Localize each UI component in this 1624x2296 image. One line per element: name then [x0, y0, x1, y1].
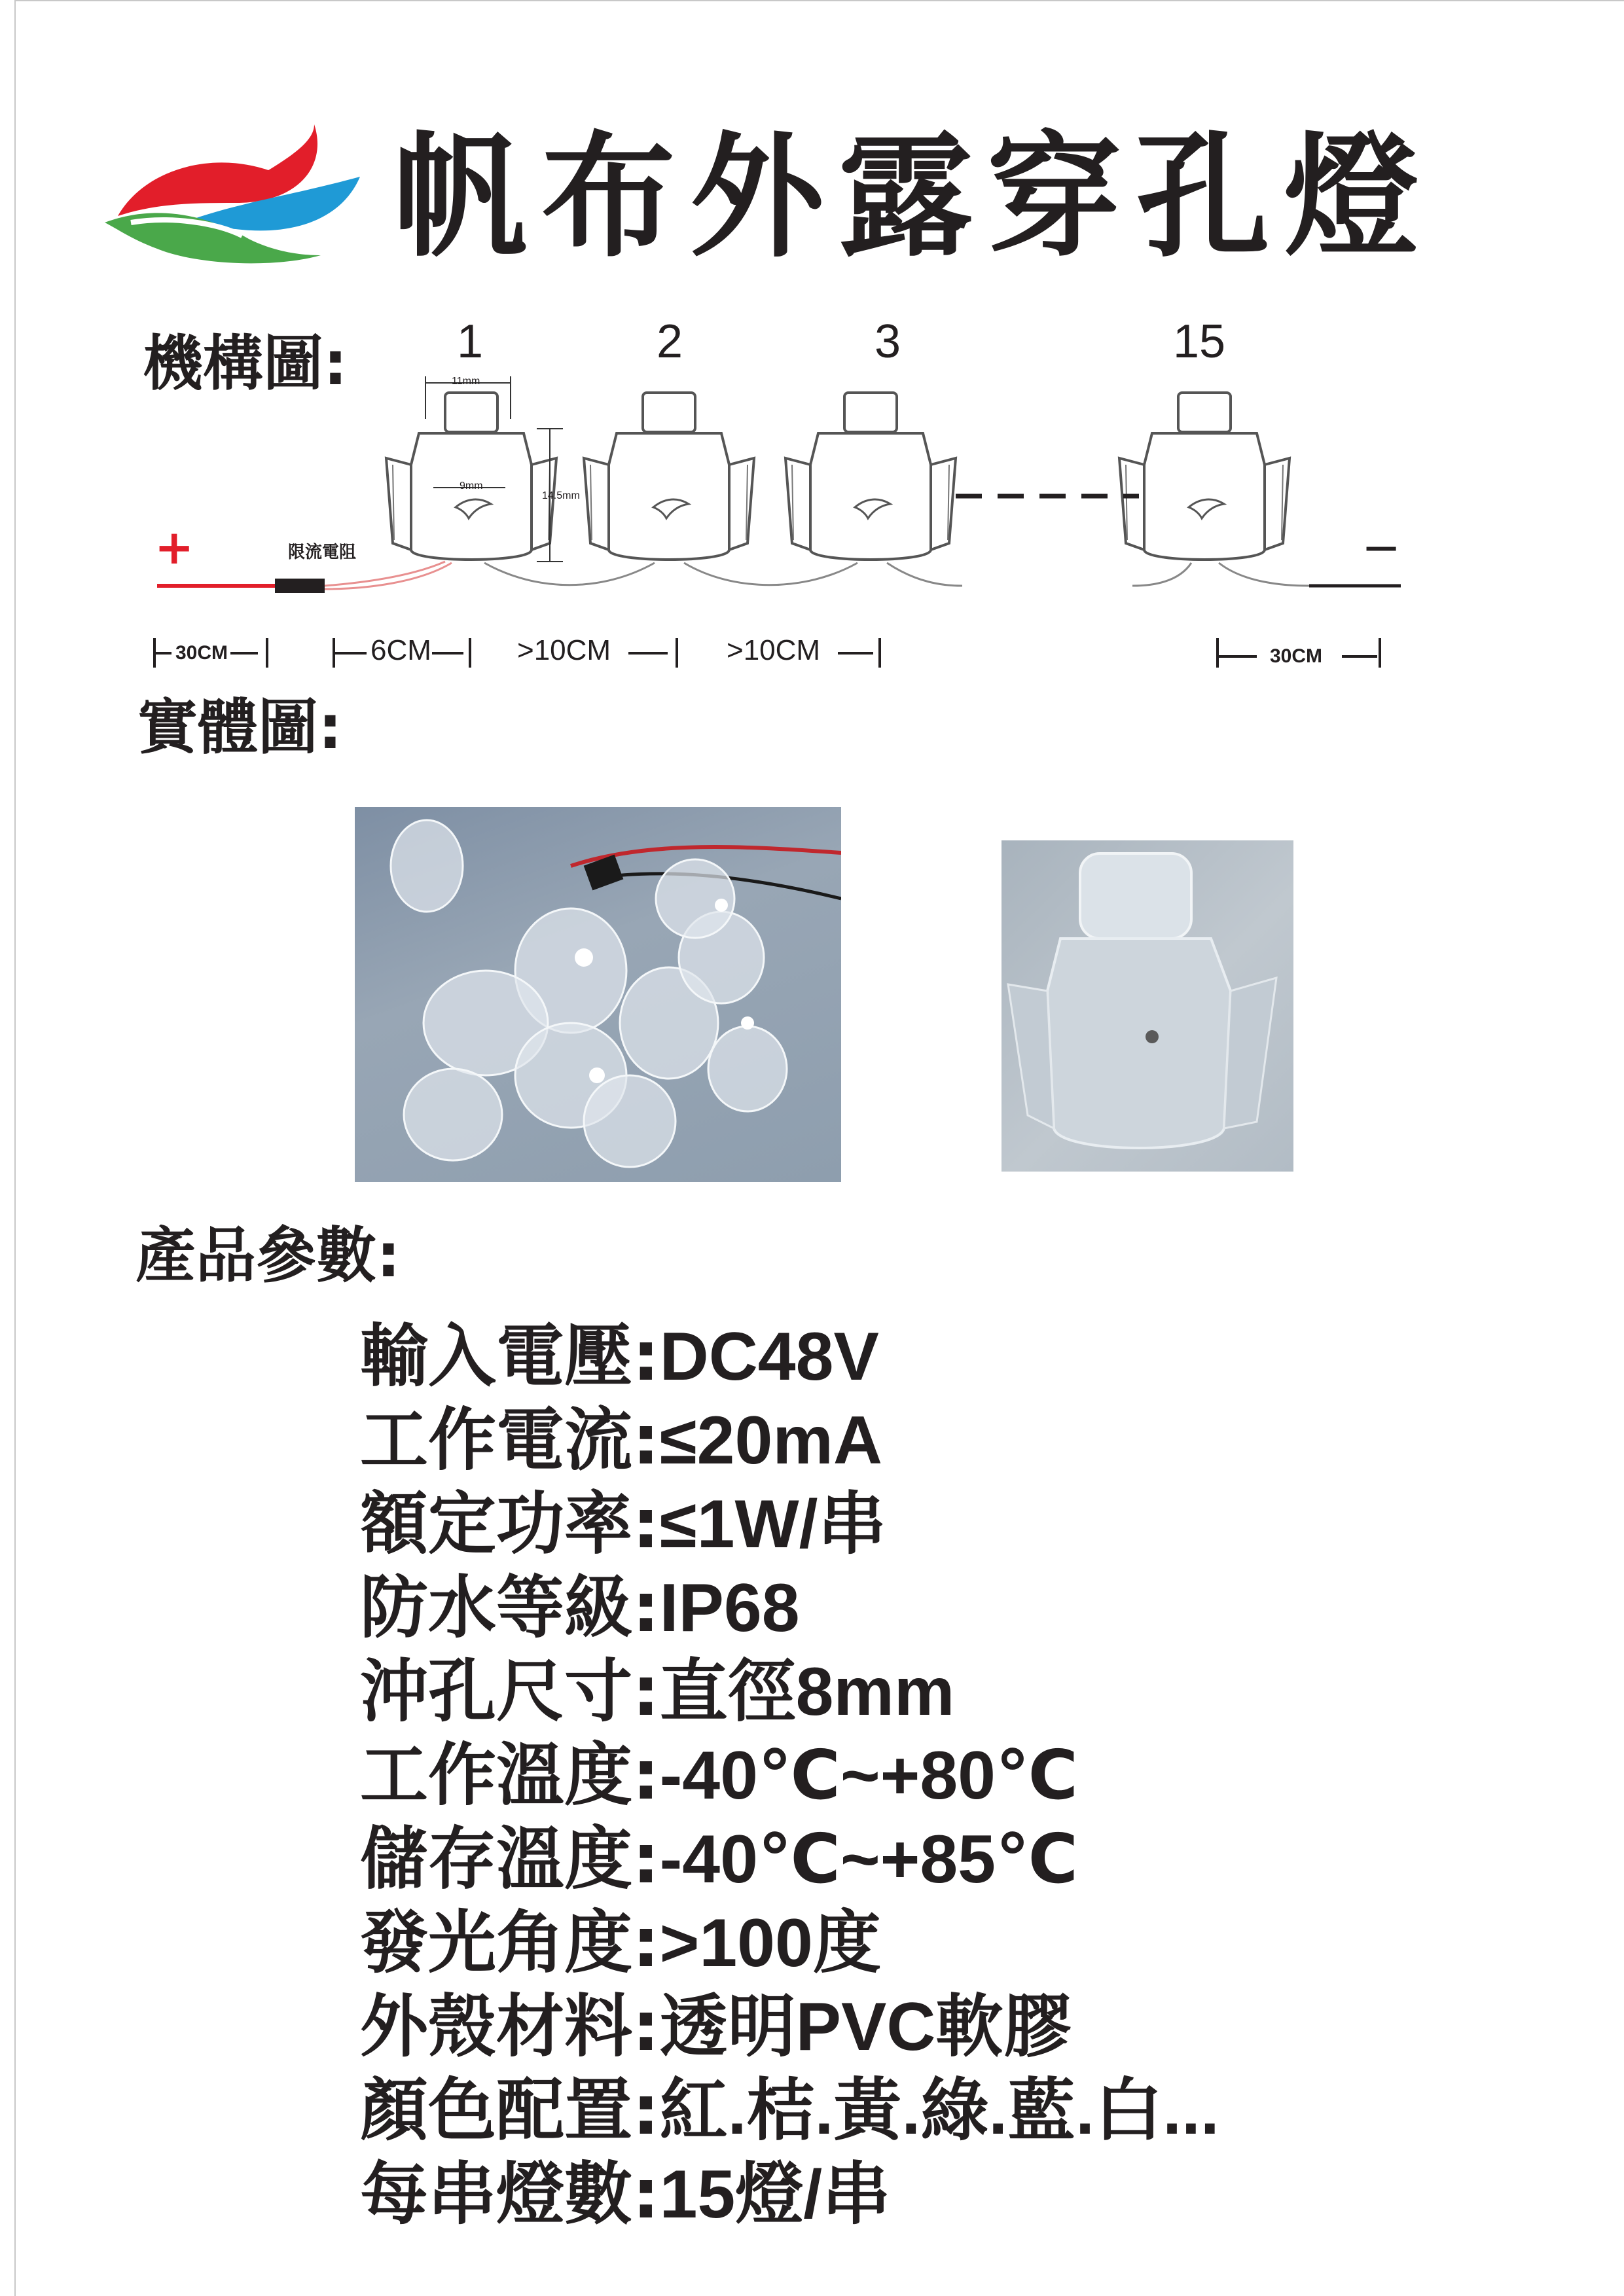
- led-2: [584, 393, 754, 560]
- param-row-storage-temperature: [360, 1819, 1219, 1909]
- product-photo-closeup: [1001, 840, 1293, 1172]
- param-label: 工作電流:: [360, 1400, 660, 1480]
- segment-gap-2: >10CM: [727, 634, 821, 666]
- param-row-working-temperature: [360, 1735, 1219, 1825]
- led-index-1: 1: [457, 315, 484, 368]
- param-label: 發光角度:: [360, 1903, 660, 1982]
- positive-terminal: +: [154, 520, 194, 575]
- led-15: [1119, 393, 1290, 560]
- param-row-waterproof-rating: [360, 1568, 1219, 1657]
- param-row-housing-material: [360, 1986, 1219, 2076]
- segment-lead-negative: 30CM: [1270, 645, 1323, 667]
- param-label: 輸入電壓:: [360, 1316, 660, 1396]
- product-photo-cluster: [355, 807, 841, 1182]
- segment-resistor: 6CM: [370, 634, 431, 666]
- led-3: [785, 393, 956, 560]
- dim-top-width: 11mm: [452, 376, 480, 387]
- page-title: 帆布外露穿孔燈: [393, 120, 1433, 276]
- param-label: 工作溫度:: [360, 1735, 660, 1815]
- param-row-punch-size: [360, 1651, 1219, 1741]
- segment-gap-1: >10CM: [517, 634, 611, 666]
- dim-height: 14.5mm: [542, 490, 580, 501]
- segment-lead-positive: 30CM: [175, 642, 228, 664]
- param-value: >100度: [659, 1905, 881, 1981]
- param-value: 15燈/串: [659, 2157, 891, 2233]
- param-value: DC48V: [659, 1319, 879, 1395]
- param-row-color-options: [360, 2070, 1219, 2160]
- parameters-section-label: 產品參數:: [135, 1221, 401, 1291]
- param-value: -40℃~+80℃: [659, 1738, 1078, 1814]
- param-value: -40℃~+85℃: [659, 1821, 1078, 1897]
- dim-inner-width: 9mm: [460, 480, 483, 492]
- param-value: IP68: [659, 1570, 800, 1646]
- param-value: 透明PVC軟膠: [659, 1989, 1072, 2065]
- wiring-diagram: [0, 0, 1624, 720]
- param-label: 儲存溫度:: [360, 1819, 660, 1899]
- led-index-3: 3: [875, 315, 901, 368]
- structure-section-label: 機構圖:: [143, 329, 348, 399]
- param-row-working-current: [360, 1400, 1219, 1490]
- negative-terminal: −: [1362, 520, 1401, 575]
- param-value: ≤1W/串: [659, 1486, 886, 1562]
- resistor-label: 限流電阻: [288, 542, 357, 562]
- param-row-beam-angle: [360, 1903, 1219, 1992]
- param-row-rated-power: [360, 1484, 1219, 1573]
- param-label: 顏色配置:: [360, 2070, 660, 2150]
- param-label: 外殼材料:: [360, 1986, 660, 2066]
- photo-section-label: 實體圖:: [137, 692, 342, 762]
- led-1: [386, 393, 556, 560]
- param-value: 直徑8mm: [659, 1654, 955, 1730]
- param-label: 每串燈數:: [360, 2154, 660, 2234]
- led-index-15: 15: [1173, 315, 1226, 368]
- led-index-2: 2: [657, 315, 683, 368]
- param-value: ≤20mA: [659, 1403, 882, 1479]
- param-row-lamps-per-string: [360, 2154, 1219, 2244]
- param-row-input-voltage: [360, 1316, 1219, 1406]
- param-value: 紅.桔.黃.綠.藍.白...: [659, 2073, 1219, 2149]
- param-label: 沖孔尺寸:: [360, 1651, 660, 1731]
- parameter-list: [360, 1316, 1219, 2244]
- param-label: 額定功率:: [360, 1484, 660, 1564]
- param-label: 防水等級:: [360, 1568, 660, 1647]
